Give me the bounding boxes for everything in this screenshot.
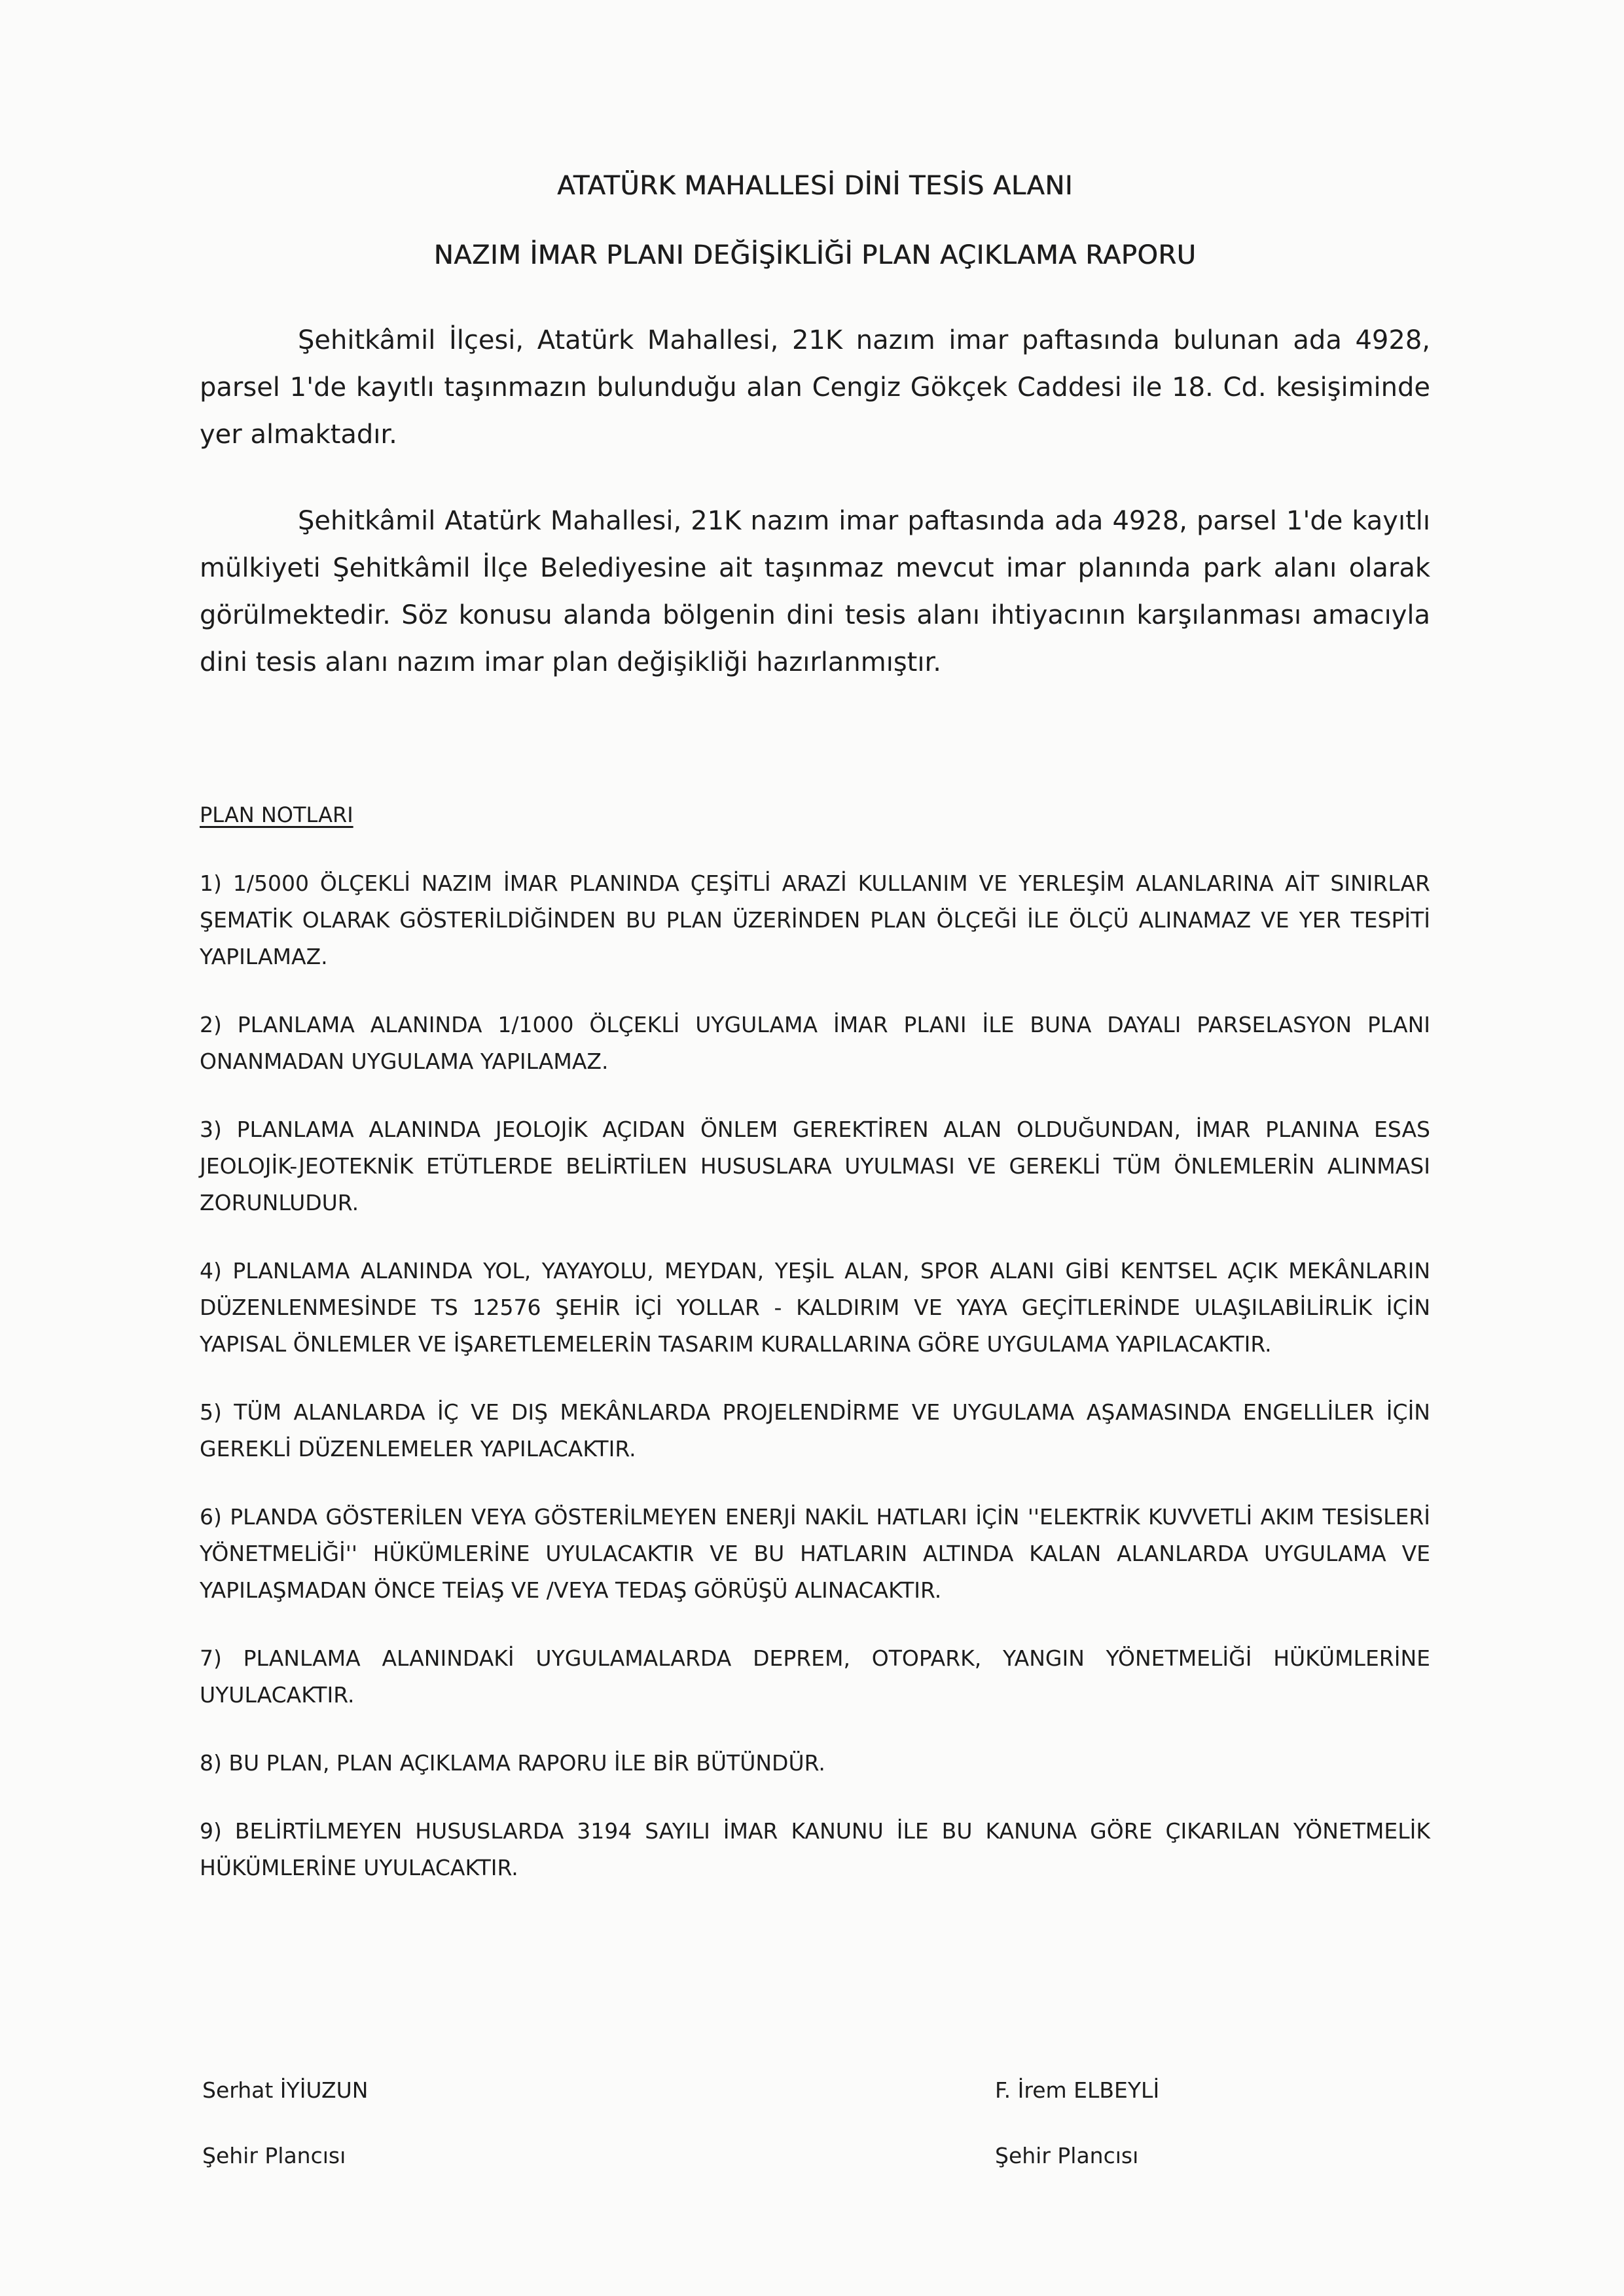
plan-note-3: 3) PLANLAMA ALANINDA JEOLOJİK AÇIDAN ÖNLEM GEREKTİREN ALAN OLDUĞUNDAN, İMAR PLANINA ESAS JEOLOJİK-JEOTEKNİK ETÜTLERDE BELİRTİLEN HUSUSLARA UYULMASI VE GEREKLİ TÜM ÖNLEMLERİN ALINMASI ZORUNLUDUR. xyxy=(200,1117,1430,1215)
signatory-name: Serhat İYİUZUN xyxy=(202,2077,369,2103)
signatory-role: Şehir Plancısı xyxy=(995,2143,1139,2168)
plan-note-7: 7) PLANLAMA ALANINDAKİ UYGULAMALARDA DEPREM, OTOPARK, YANGIN YÖNETMELİĞİ HÜKÜMLERİNE UYULACAKTIR. xyxy=(200,1645,1430,1708)
document-page xyxy=(200,170,1430,2168)
plan-note-5: 5) TÜM ALANLARDA İÇ VE DIŞ MEKÂNLARDA PROJELENDİRME VE UYGULAMA AŞAMASINDA ENGELLİLER İÇİN GEREKLİ DÜZENLEMELER YAPILACAKTIR. xyxy=(200,1399,1430,1462)
plan-note-9: 9) BELİRTİLMEYEN HUSUSLARDA 3194 SAYILI İMAR KANUNU İLE BU KANUNA GÖRE ÇIKARILAN YÖNETMELİK HÜKÜMLERİNE UYULACAKTIR. xyxy=(200,1818,1430,1880)
plan-notes-heading: PLAN NOTLARI xyxy=(200,802,353,827)
signatory-role: Şehir Plancısı xyxy=(202,2143,346,2168)
signature-block xyxy=(200,2075,1430,2173)
plan-note-4: 4) PLANLAMA ALANINDA YOL, YAYAYOLU, MEYDAN, YEŞİL ALAN, SPOR ALANI GİBİ KENTSEL AÇIK MEKÂNLARIN DÜZENLENMESİNDE TS 12576 ŞEHİR İÇİ YOLLAR - KALDIRIM VE YAYA GEÇİTLERİNDE ULAŞILABİLİRLİK İÇİN YAPISAL ÖNLEMLER VE İŞARETLEMELERİN TASARIM KURALLARINA GÖRE UYGULAMA YAPILACAKTIR. xyxy=(200,1258,1430,1357)
intro-paragraph-2: Şehitkâmil Atatürk Mahallesi, 21K nazım imar paftasında ada 4928, parsel 1'de kayıtlı mülkiyeti Şehitkâmil İlçe Belediyesine ait taşınmaz mevcut imar planında park alanı olarak görülmektedir. Söz konusu alanda bölgenin dini tesis alanı ihtiyacının karşılanması amacıyla dini tesis alanı nazım imar plan değişikliği hazırlanmıştır. xyxy=(200,506,1430,677)
document-title-line-2: NAZIM İMAR PLANI DEĞİŞİKLİĞİ PLAN AÇIKLAMA RAPORU xyxy=(433,240,1197,270)
signature-right xyxy=(995,2075,1159,2172)
plan-note-1: 1) 1/5000 ÖLÇEKLİ NAZIM İMAR PLANINDA ÇEŞİTLİ ARAZİ KULLANIM VE YERLEŞİM ALANLARINA AİT SINIRLAR ŞEMATİK OLARAK GÖSTERİLDİĞİNDEN BU PLAN ÜZERİNDEN PLAN ÖLÇEĞİ İLE ÖLÇÜ ALINAMAZ VE YER TESPİTİ YAPILAMAZ. xyxy=(200,870,1430,969)
signatory-name: F. İrem ELBEYLİ xyxy=(995,2077,1160,2103)
plan-note-8: 8) BU PLAN, PLAN AÇIKLAMA RAPORU İLE BİR BÜTÜNDÜR. xyxy=(200,1750,825,1776)
document-title-line-1: ATATÜRK MAHALLESİ DİNİ TESİS ALANI xyxy=(556,171,1074,201)
plan-note-2: 2) PLANLAMA ALANINDA 1/1000 ÖLÇEKLİ UYGULAMA İMAR PLANI İLE BUNA DAYALI PARSELASYON PLANI ONANMADAN UYGULAMA YAPILAMAZ. xyxy=(200,1012,1430,1074)
plan-note-6: 6) PLANDA GÖSTERİLEN VEYA GÖSTERİLMEYEN ENERJİ NAKİL HATLARI İÇİN ''ELEKTRİK KUVVETLİ AKIM TESİSLERİ YÖNETMELİĞİ'' HÜKÜMLERİNE UYULACAKTIR VE BU HATLARIN ALTINDA KALAN ALANLARDA UYGULAMA VE YAPILAŞMADAN ÖNCE TEİAŞ VE /VEYA TEDAŞ GÖRÜŞÜ ALINACAKTIR. xyxy=(200,1504,1430,1603)
signature-left xyxy=(202,2075,368,2172)
intro-paragraph-1: Şehitkâmil İlçesi, Atatürk Mahallesi, 21K nazım imar paftasında bulunan ada 4928, parsel 1'de kayıtlı taşınmazın bulunduğu alan Cengiz Gökçek Caddesi ile 18. Cd. kesişiminde yer almaktadır. xyxy=(200,325,1430,450)
plan-notes-list xyxy=(200,865,1430,1886)
